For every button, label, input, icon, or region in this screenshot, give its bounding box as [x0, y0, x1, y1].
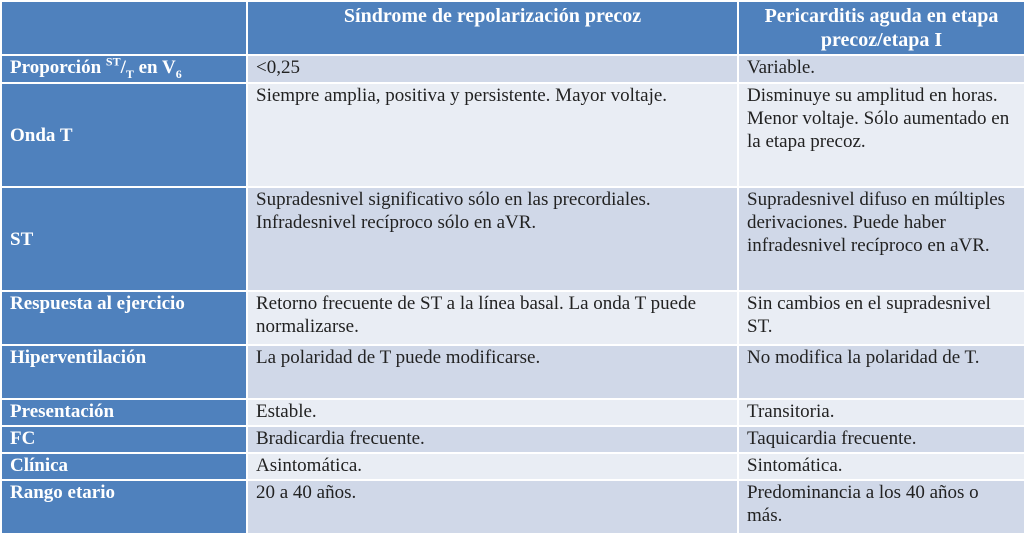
- label-sup: ST: [105, 54, 121, 69]
- cell-early: 20 a 40 años.: [247, 480, 738, 534]
- label-slash: /: [120, 57, 126, 78]
- row-label: Clínica: [1, 453, 247, 480]
- row-label: Presentación: [1, 399, 247, 426]
- header-acute-pericarditis: Pericarditis aguda en etapa precoz/etapa I: [738, 1, 1024, 55]
- table-row: [1, 453, 1024, 480]
- row-label-proportion: [1, 55, 247, 83]
- cell-early: Asintomática.: [247, 453, 738, 480]
- label-mid: en V: [133, 57, 176, 78]
- row-label: Onda T: [1, 83, 247, 187]
- label-sub: T: [125, 66, 134, 81]
- row-label: FC: [1, 426, 247, 453]
- row-label: Respuesta al ejercicio: [1, 291, 247, 345]
- row-label: Hiperventilación: [1, 345, 247, 399]
- table-row: [1, 345, 1024, 399]
- cell-proportion-pericarditis: Variable.: [738, 55, 1024, 83]
- row-label: Rango etario: [1, 480, 247, 534]
- cell-pericarditis: Supradesnivel difuso en múltiples derivaciones. Puede haber infradesnivel recíproco en aVR.: [738, 187, 1024, 291]
- table-row: [1, 399, 1024, 426]
- cell-pericarditis: Sintomática.: [738, 453, 1024, 480]
- header-early-repolarization: Síndrome de repolarización precoz: [247, 1, 738, 55]
- table-row: [1, 187, 1024, 291]
- cell-pericarditis: Taquicardia frecuente.: [738, 426, 1024, 453]
- cell-early: Bradicardia frecuente.: [247, 426, 738, 453]
- cell-pericarditis: Transitoria.: [738, 399, 1024, 426]
- table-row-proportion: [1, 55, 1024, 83]
- cell-early: Supradesnivel significativo sólo en las precordiales. Infradesnivel recíproco sólo en aVR.: [247, 187, 738, 291]
- table-row: [1, 83, 1024, 187]
- cell-pericarditis: Disminuye su amplitud en horas. Menor voltaje. Sólo aumentado en la etapa precoz.: [738, 83, 1024, 187]
- cell-proportion-early: <0,25: [247, 55, 738, 83]
- table-row: [1, 480, 1024, 534]
- header-row: [1, 1, 1024, 55]
- label-prefix: Proporción: [10, 57, 106, 78]
- row-label: ST: [1, 187, 247, 291]
- table-row: [1, 291, 1024, 345]
- cell-early: La polaridad de T puede modificarse.: [247, 345, 738, 399]
- cell-pericarditis: No modifica la polaridad de T.: [738, 345, 1024, 399]
- cell-early: Siempre amplia, positiva y persistente. Mayor voltaje.: [247, 83, 738, 187]
- header-corner: [1, 1, 247, 55]
- table-row: [1, 426, 1024, 453]
- cell-pericarditis: Predominancia a los 40 años o más.: [738, 480, 1024, 534]
- cell-early: Estable.: [247, 399, 738, 426]
- cell-early: Retorno frecuente de ST a la línea basal. La onda T puede normalizarse.: [247, 291, 738, 345]
- label-sub2: 6: [175, 66, 182, 81]
- cell-pericarditis: Sin cambios en el supradesnivel ST.: [738, 291, 1024, 345]
